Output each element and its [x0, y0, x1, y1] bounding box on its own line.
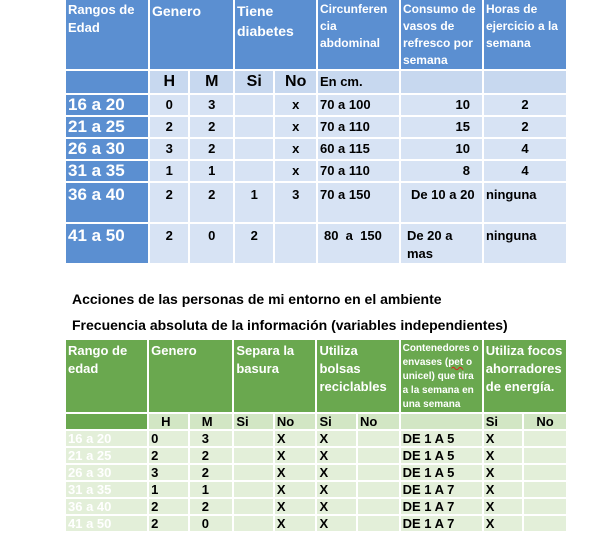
subheader-focos-no: No: [524, 414, 566, 429]
row-waist: 70 a 150: [318, 183, 399, 222]
row-age: 26 a 30: [66, 465, 147, 480]
row-m: 0: [190, 516, 233, 531]
table-row: [66, 139, 566, 159]
row-focos-si: X: [484, 431, 523, 446]
row-focos-no: [524, 431, 566, 446]
table-subheader-row: [66, 71, 566, 93]
environment-table: [64, 338, 568, 533]
row-h: 3: [149, 465, 188, 480]
row-soda: 10: [401, 139, 482, 159]
row-age: 21 a 25: [66, 117, 148, 137]
row-bolsas-si: X: [317, 499, 356, 514]
subheader-empty: [66, 414, 147, 429]
row-bolsas-no: [358, 431, 399, 446]
subheader-focos-si: Si: [484, 414, 523, 429]
row-no: x: [275, 161, 316, 181]
header-waist-line1: Circunferen: [319, 2, 388, 16]
row-age: 36 a 40: [66, 499, 147, 514]
row-basura-no: X: [275, 516, 316, 531]
row-focos-si: X: [484, 499, 523, 514]
header-energy-bulbs: Utiliza focos ahorradores de energía.: [484, 340, 566, 412]
row-m: 2: [190, 117, 233, 137]
row-bolsas-si: X: [317, 448, 356, 463]
table-row: [66, 224, 566, 263]
row-si: [235, 139, 273, 159]
row-no: x: [275, 95, 316, 115]
row-waist: 70 a 110: [318, 161, 399, 181]
row-no: [275, 224, 316, 263]
row-h: 0: [149, 431, 188, 446]
row-bolsas-no: [358, 465, 399, 480]
row-basura-si: [234, 448, 273, 463]
row-soda: De 20 a mas: [401, 224, 482, 263]
row-h: 1: [150, 161, 188, 181]
row-age: 41 a 50: [66, 516, 147, 531]
row-containers: DE 1 A 7: [401, 499, 482, 514]
table-row: [66, 499, 566, 514]
row-h: 1: [149, 482, 188, 497]
subheader-empty: [401, 414, 482, 429]
row-soda: 10: [401, 95, 482, 115]
row-bolsas-no: [358, 448, 399, 463]
table-row: [66, 465, 566, 480]
row-h: 2: [149, 516, 188, 531]
row-m: 3: [190, 431, 233, 446]
row-age: 41 a 50: [66, 224, 148, 263]
subheader-basura-si: Si: [234, 414, 273, 429]
row-si: 1: [235, 183, 273, 222]
row-containers: DE 1 A 5: [401, 431, 482, 446]
header-age-range: Rangos de Edad: [66, 0, 148, 69]
row-basura-no: X: [275, 465, 316, 480]
header-containers: [401, 340, 482, 412]
table-row: [66, 431, 566, 446]
row-si: 2: [235, 224, 273, 263]
row-waist: 70 a 110: [318, 117, 399, 137]
row-age: 31 a 35: [66, 482, 147, 497]
table-row: [66, 482, 566, 497]
row-basura-si: [234, 465, 273, 480]
table-subheader-row: [66, 414, 566, 429]
row-no: x: [275, 139, 316, 159]
header-soda: Consumo de vasos de refresco por semana: [401, 0, 482, 69]
row-focos-si: X: [484, 516, 523, 531]
subheader-bolsas-si: Si: [317, 414, 356, 429]
row-m: 3: [190, 95, 233, 115]
row-basura-no: X: [275, 482, 316, 497]
row-bolsas-no: [358, 516, 399, 531]
header-diabetes: Tiene diabetes: [235, 0, 316, 69]
header-reusable-bags: Utiliza bolsas reciclables: [317, 340, 398, 412]
row-h: 2: [150, 183, 188, 222]
row-basura-si: [234, 431, 273, 446]
table-row: [66, 95, 566, 115]
subheader-no: No: [275, 71, 316, 93]
row-m: 2: [190, 499, 233, 514]
row-age: 36 a 40: [66, 183, 148, 222]
header-gender: Genero: [150, 0, 233, 69]
row-basura-no: X: [275, 431, 316, 446]
row-bolsas-si: X: [317, 516, 356, 531]
row-bolsas-no: [358, 499, 399, 514]
header-exercise: Horas de ejercicio a la semana: [484, 0, 566, 69]
row-bolsas-si: X: [317, 431, 356, 446]
row-focos-si: X: [484, 448, 523, 463]
subheader-unit: En cm.: [318, 71, 399, 93]
subheader-empty: [66, 71, 148, 93]
section-subheading: Frecuencia absoluta de la información (variables independientes): [72, 317, 508, 333]
row-soda: 8: [401, 161, 482, 181]
row-waist: 60 a 115: [318, 139, 399, 159]
row-basura-no: X: [275, 499, 316, 514]
row-bolsas-si: X: [317, 482, 356, 497]
header-containers-a: Contenedores o envases (: [402, 343, 479, 368]
row-exercise: 4: [484, 161, 566, 181]
row-focos-no: [524, 465, 566, 480]
table-row: [66, 117, 566, 137]
subheader-h: H: [149, 414, 188, 429]
subheader-m: M: [190, 414, 233, 429]
row-exercise: 4: [484, 139, 566, 159]
row-bolsas-no: [358, 482, 399, 497]
row-m: 2: [190, 465, 233, 480]
row-si: [235, 95, 273, 115]
row-basura-si: [234, 499, 273, 514]
row-h: 3: [150, 139, 188, 159]
table-header-row: [66, 340, 566, 412]
row-age: 21 a 25: [66, 448, 147, 463]
row-h: 2: [149, 448, 188, 463]
table-row: [66, 183, 566, 222]
row-exercise: ninguna: [484, 183, 566, 222]
header-gender: Genero: [149, 340, 232, 412]
diabetes-table: [64, 0, 568, 265]
row-m: 2: [190, 183, 233, 222]
row-exercise: ninguna: [484, 224, 566, 263]
row-focos-si: X: [484, 465, 523, 480]
table-row: [66, 516, 566, 531]
row-no: x: [275, 117, 316, 137]
subheader-h: H: [150, 71, 188, 93]
row-age: 16 a 20: [66, 95, 148, 115]
row-basura-si: [234, 516, 273, 531]
row-soda: 15: [401, 117, 482, 137]
table-row: [66, 448, 566, 463]
subheader-bolsas-no: No: [358, 414, 399, 429]
header-age-range: Rango de edad: [66, 340, 147, 412]
row-waist: 80 a 150: [318, 224, 399, 263]
header-waist-line3: abdominal: [319, 36, 380, 50]
row-basura-si: [234, 482, 273, 497]
table-row: [66, 161, 566, 181]
header-waist-line2: cia: [319, 19, 337, 33]
row-focos-no: [524, 499, 566, 514]
row-h: 0: [150, 95, 188, 115]
row-exercise: 2: [484, 117, 566, 137]
subheader-empty: [401, 71, 482, 93]
subheader-empty: [484, 71, 566, 93]
row-containers: DE 1 A 7: [401, 482, 482, 497]
subheader-basura-no: No: [275, 414, 316, 429]
row-h: 2: [150, 117, 188, 137]
header-separates-trash: Separa la basura: [234, 340, 315, 412]
row-focos-si: X: [484, 482, 523, 497]
header-waist: [318, 0, 399, 69]
row-waist: 70 a 100: [318, 95, 399, 115]
row-no: 3: [275, 183, 316, 222]
table-header-row: [66, 0, 566, 69]
subheader-m: M: [190, 71, 233, 93]
row-h: 2: [149, 499, 188, 514]
row-bolsas-si: X: [317, 465, 356, 480]
row-m: 1: [190, 482, 233, 497]
row-age: 26 a 30: [66, 139, 148, 159]
row-si: [235, 161, 273, 181]
section-heading: Acciones de las personas de mi entorno en el ambiente: [72, 291, 442, 307]
row-age: 31 a 35: [66, 161, 148, 181]
header-containers-b: o unicel) que tira a la semana en una semana: [402, 357, 474, 410]
row-m: 1: [190, 161, 233, 181]
row-containers: DE 1 A 7: [401, 516, 482, 531]
row-m: 2: [190, 448, 233, 463]
row-si: [235, 117, 273, 137]
row-exercise: 2: [484, 95, 566, 115]
row-containers: DE 1 A 5: [401, 448, 482, 463]
row-focos-no: [524, 516, 566, 531]
row-focos-no: [524, 482, 566, 497]
row-h: 2: [150, 224, 188, 263]
header-containers-pet: pet: [448, 357, 464, 368]
row-m: 0: [190, 224, 233, 263]
row-basura-no: X: [275, 448, 316, 463]
row-focos-no: [524, 448, 566, 463]
subheader-si: Si: [235, 71, 273, 93]
row-age: 16 a 20: [66, 431, 147, 446]
row-m: 2: [190, 139, 233, 159]
row-containers: DE 1 A 5: [401, 465, 482, 480]
row-soda: De 10 a 20: [401, 183, 482, 222]
